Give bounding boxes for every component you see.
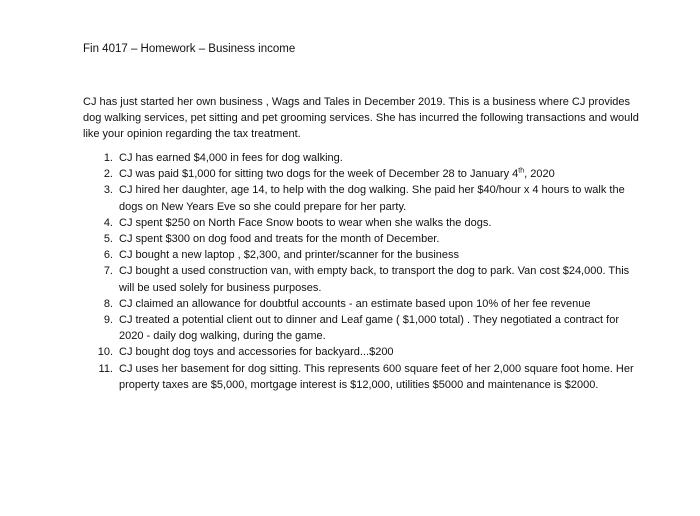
item-number: 7. bbox=[103, 265, 113, 278]
intro-paragraph: CJ has just started her own business , Wags and Tales in December 2019. This is a business where CJ provides dog walking services, pet sitting and pet grooming services. She has incurred the following transactions and would like your opinion regarding the tax treatment. bbox=[83, 96, 639, 140]
item-number: 5. bbox=[103, 233, 113, 246]
item-text: CJ spent $250 on North Face Snow boots to wear when she walks the dogs. bbox=[119, 216, 492, 229]
item-text-after: , 2020 bbox=[524, 168, 555, 181]
list-item bbox=[83, 215, 643, 231]
list-item bbox=[83, 263, 643, 295]
item-text: CJ claimed an allowance for doubtful accounts - an estimate based upon 10% of her fee revenue bbox=[119, 297, 591, 310]
item-number: 3. bbox=[103, 184, 113, 197]
list-item bbox=[83, 150, 643, 166]
item-text: CJ bought a used construction van, with empty back, to transport the dog to park. Van cost $24,000. This will be used solely for business purposes. bbox=[119, 265, 630, 294]
list-item bbox=[83, 182, 643, 214]
item-text: CJ bought a new laptop , $2,300, and printer/scanner for the business bbox=[119, 249, 459, 262]
item-text: CJ hired her daughter, age 14, to help with the dog walking. She paid her $40/hour x 4 hours to walk the dogs on New Years Eve so she could prepare for her party. bbox=[119, 184, 625, 213]
list-item bbox=[83, 247, 643, 263]
list-item bbox=[83, 312, 643, 344]
list-item bbox=[83, 344, 643, 360]
item-number: 9. bbox=[103, 314, 113, 327]
list-item bbox=[83, 361, 643, 393]
item-number: 8. bbox=[103, 297, 113, 310]
item-number: 4. bbox=[103, 216, 113, 229]
list-item bbox=[83, 296, 643, 312]
item-number: 1. bbox=[103, 152, 113, 164]
transaction-list bbox=[83, 150, 643, 393]
item-text: CJ was paid $1,000 for sitting two dogs for the week of December 28 to January 4 bbox=[119, 168, 519, 181]
item-text: CJ spent $300 on dog food and treats for the month of December. bbox=[119, 233, 440, 246]
item-text: CJ treated a potential client out to dinner and Leaf game ( $1,000 total) . They negotiated a contract for 2020 - daily dog walking, during the game. bbox=[119, 314, 620, 343]
item-number: 11. bbox=[98, 362, 113, 375]
list-item bbox=[83, 231, 643, 247]
item-number: 2. bbox=[103, 168, 113, 181]
ordinal-suffix: th bbox=[518, 167, 525, 175]
item-text: CJ bought dog toys and accessories for backyard...$200 bbox=[119, 346, 394, 359]
document-title: Fin 4017 – Homework – Business income bbox=[83, 43, 296, 55]
item-number: 10. bbox=[97, 346, 113, 359]
item-text: CJ uses her basement for dog sitting. This represents 600 square feet of her 2,000 square foot home. Her property taxes are $5,000, mortgage interest is $12,000, utilities $5000 and maintenance is $2000. bbox=[119, 362, 634, 391]
list-item bbox=[83, 166, 643, 182]
item-text: CJ has earned $4,000 in fees for dog walking. bbox=[119, 152, 343, 164]
item-number: 6. bbox=[103, 249, 113, 262]
